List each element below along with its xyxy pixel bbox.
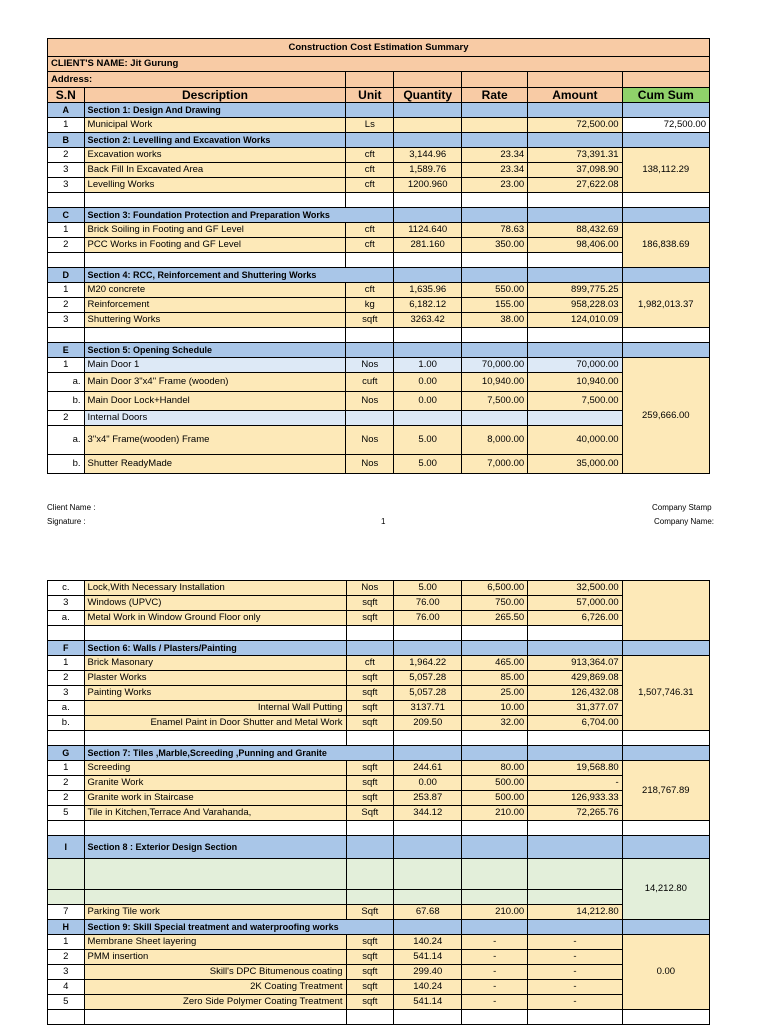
header-description: Description bbox=[84, 88, 346, 103]
estimate-table-page-2 bbox=[47, 580, 710, 1025]
table-row: b. Enamel Paint in Door Shutter and Metal Work sqft 209.50 32.00 6,704.00 bbox=[48, 716, 710, 731]
table-row: 2 PCC Works in Footing and GF Level cft 281.160 350.00 98,406.00 bbox=[48, 238, 710, 253]
table-row: c. Lock,With Necessary Installation Nos 5.00 6,500.00 32,500.00 bbox=[48, 581, 710, 596]
table-row: 4 2K Coating Treatment sqft 140.24 - - bbox=[48, 980, 710, 995]
address-label: Address: bbox=[48, 72, 346, 88]
table-row: 7 Parking Tile work Sqft 67.68 210.00 14,212.80 bbox=[48, 905, 710, 920]
table-row: 1 Screeding sqft 244.61 80.00 19,568.80 218,767.89 bbox=[48, 761, 710, 776]
section-header: G Section 7: Tiles ,Marble,Screeding ,Punning and Granite bbox=[48, 746, 710, 761]
header-quantity: Quantity bbox=[394, 88, 462, 103]
company-stamp-label: Company Stamp bbox=[652, 503, 712, 512]
section-header: H Section 9: Skill Special treatment and waterproofing works bbox=[48, 920, 710, 935]
table-row: 2 Internal Doors bbox=[48, 411, 710, 426]
cum-sum-value: 1,982,013.37 bbox=[622, 283, 709, 328]
table-row: 5 Tile in Kitchen,Terrace And Varahanda, Sqft 344.12 210.00 72,265.76 bbox=[48, 806, 710, 821]
estimate-table-page-1 bbox=[47, 38, 710, 474]
client-name-label: Client Name : bbox=[47, 503, 96, 512]
cum-sum-value: 138,112.29 bbox=[622, 148, 709, 193]
table-row: 1 M20 concrete cft 1,635.96 550.00 899,775.25 1,982,013.37 bbox=[48, 283, 710, 298]
table-row: 1 Brick Masonary cft 1,964.22 465.00 913,364.07 1,507,746.31 bbox=[48, 656, 710, 671]
header-rate: Rate bbox=[462, 88, 528, 103]
table-row: 1 Main Door 1 Nos 1.00 70,000.00 70,000.00 259,666.00 bbox=[48, 358, 710, 373]
table-row: a. Main Door 3"x4" Frame (wooden) cuft 0.00 10,940.00 10,940.00 bbox=[48, 373, 710, 392]
section-header: I Section 8 : Exterior Design Section bbox=[48, 836, 710, 859]
section-header: E Section 5: Opening Schedule bbox=[48, 343, 710, 358]
signature-label: Signature : bbox=[47, 517, 86, 526]
table-row: a. Metal Work in Window Ground Floor only sqft 76.00 265.50 6,726.00 bbox=[48, 611, 710, 626]
table-row: b. Shutter ReadyMade Nos 5.00 7,000.00 35,000.00 bbox=[48, 455, 710, 474]
company-name-label: Company Name: bbox=[654, 517, 715, 526]
section-header: C Section 3: Foundation Protection and Preparation Works bbox=[48, 208, 710, 223]
section-header: F Section 6: Walls / Plasters/Painting bbox=[48, 641, 710, 656]
cum-sum-value: 72,500.00 bbox=[622, 118, 709, 133]
client-name: CLIENT'S NAME: Jit Gurung bbox=[48, 57, 710, 72]
table-row: b. Main Door Lock+Handel Nos 0.00 7,500.00 7,500.00 bbox=[48, 392, 710, 411]
page-number: 1 bbox=[381, 517, 386, 526]
cum-sum-value: 218,767.89 bbox=[622, 761, 709, 821]
cum-sum-value: 259,666.00 bbox=[622, 358, 709, 474]
table-row: 3 Windows (UPVC) sqft 76.00 750.00 57,000.00 bbox=[48, 596, 710, 611]
section-header: B Section 2: Levelling and Excavation Works bbox=[48, 133, 710, 148]
table-row: a. Internal Wall Putting sqft 3137.71 10.00 31,377.07 bbox=[48, 701, 710, 716]
table-row: 3 Painting Works sqft 5,057.28 25.00 126,432.08 bbox=[48, 686, 710, 701]
table-row: 2 Reinforcement kg 6,182.12 155.00 958,228.03 bbox=[48, 298, 710, 313]
sheet-title: Construction Cost Estimation Summary bbox=[48, 39, 710, 57]
cum-sum-value: 0.00 bbox=[622, 935, 709, 1010]
section-header: D Section 4: RCC, Reinforcement and Shuttering Works bbox=[48, 268, 710, 283]
table-row: 3 Shuttering Works sqft 3263.42 38.00 124,010.09 bbox=[48, 313, 710, 328]
table-row: 2 PMM insertion sqft 541.14 - - bbox=[48, 950, 710, 965]
header-cum-sum: Cum Sum bbox=[622, 88, 709, 103]
section-header: A Section 1: Design And Drawing bbox=[48, 103, 710, 118]
table-row: 1 Brick Soiling in Footing and GF Level cft 1124.640 78.63 88,432.69 186,838.69 bbox=[48, 223, 710, 238]
header-amount: Amount bbox=[528, 88, 622, 103]
header-unit: Unit bbox=[346, 88, 394, 103]
cum-sum-value: 186,838.69 bbox=[622, 223, 709, 268]
table-row: 3 Levelling Works cft 1200.960 23.00 27,622.08 bbox=[48, 178, 710, 193]
table-row: 2 Plaster Works sqft 5,057.28 85.00 429,869.08 bbox=[48, 671, 710, 686]
table-row: 1 Membrane Sheet layering sqft 140.24 - - 0.00 bbox=[48, 935, 710, 950]
table-row: 3 Skill's DPC Bitumenous coating sqft 299.40 - - bbox=[48, 965, 710, 980]
cum-sum-value: 1,507,746.31 bbox=[622, 656, 709, 731]
cum-sum-value: 14,212.80 bbox=[622, 859, 709, 920]
table-row: 2 Granite Work sqft 0.00 500.00 - bbox=[48, 776, 710, 791]
table-row: 3 Back Fill In Excavated Area cft 1,589.76 23.34 37,098.90 bbox=[48, 163, 710, 178]
table-row: a. 3"x4" Frame(wooden) Frame Nos 5.00 8,000.00 40,000.00 bbox=[48, 426, 710, 455]
table-row: 5 Zero Side Polymer Coating Treatment sqft 541.14 - - bbox=[48, 995, 710, 1010]
table-row: 2 Granite work in Staircase sqft 253.87 500.00 126,933.33 bbox=[48, 791, 710, 806]
header-sn: S.N bbox=[48, 88, 85, 103]
column-header-row bbox=[48, 88, 710, 103]
table-row: 1 Municipal Work Ls 72,500.00 72,500.00 bbox=[48, 118, 710, 133]
table-row: 2 Excavation works cft 3,144.96 23.34 73,391.31 138,112.29 bbox=[48, 148, 710, 163]
